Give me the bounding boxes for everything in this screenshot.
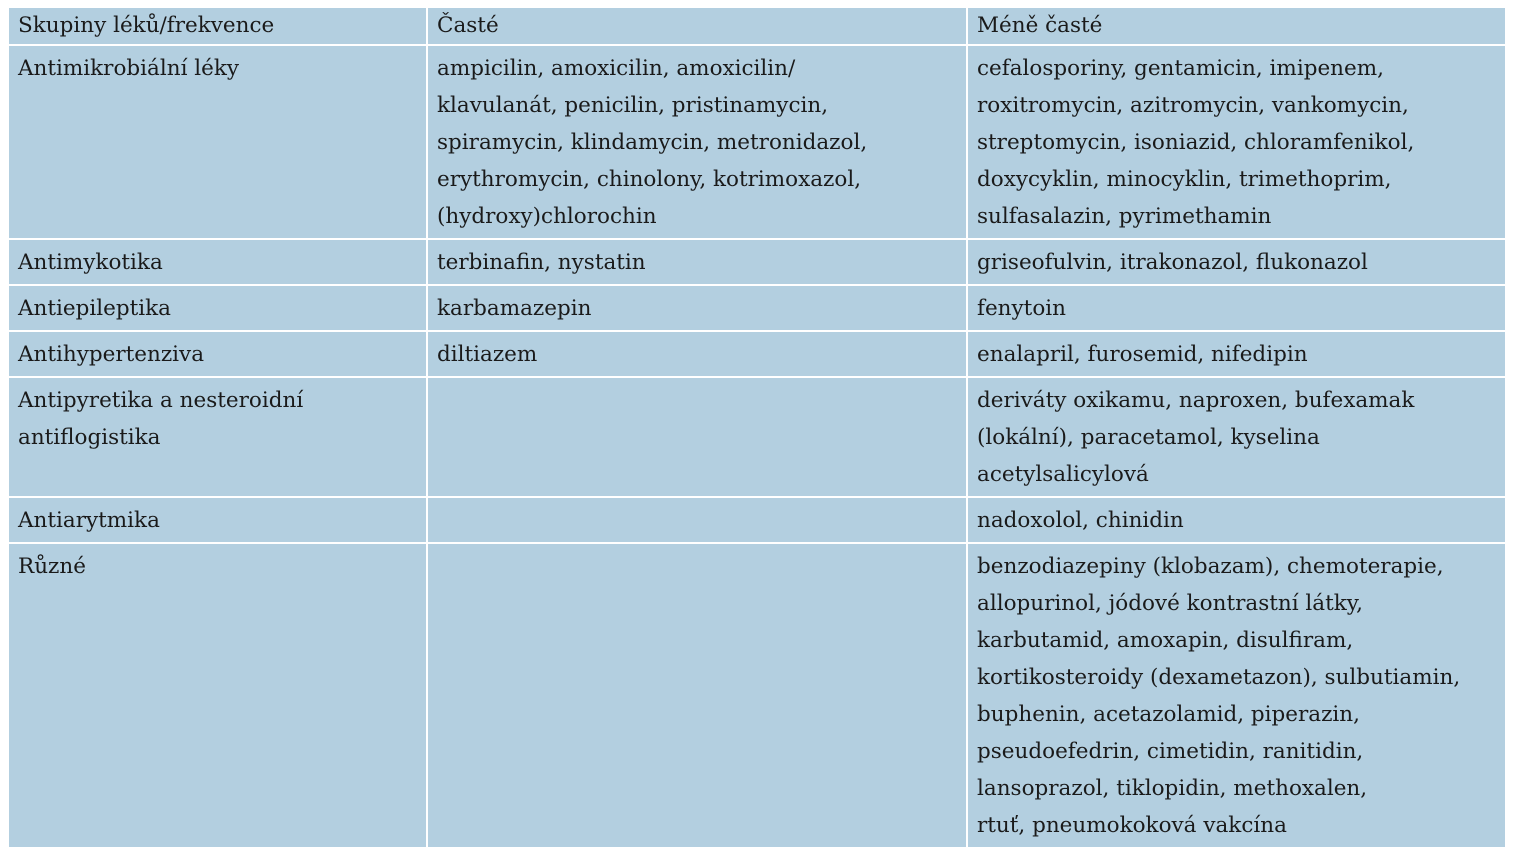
cell-common	[427, 285, 967, 331]
cell-drug-group-line: antiflogistika	[18, 425, 161, 450]
cell-common-line: diltiazem	[437, 342, 538, 367]
table-row	[8, 331, 1506, 377]
cell-drug-group-line: Antimykotika	[18, 250, 163, 275]
cell-common-line: spiramycin, klindamycin, metronidazol,	[437, 130, 868, 155]
cell-less-common-line: buphenin, acetazolamid, piperazin,	[977, 702, 1360, 727]
cell-less-common-line: lansoprazol, tiklopidin, methoxalen,	[977, 776, 1368, 801]
cell-less-common-line: fenytoin	[977, 296, 1066, 321]
cell-drug-group	[8, 331, 427, 377]
header-drug-groups: Skupiny léků/frekvence	[8, 7, 427, 45]
cell-less-common-line: griseofulvin, itrakonazol, flukonazol	[977, 250, 1368, 275]
cell-less-common-line: rtuť, pneumokoková vakcína	[977, 813, 1287, 838]
cell-drug-group-line: Antihypertenziva	[18, 342, 205, 367]
cell-drug-group	[8, 239, 427, 285]
table-body	[8, 45, 1506, 848]
cell-common-line: ampicilin, amoxicilin, amoxicilin/	[437, 56, 796, 81]
cell-drug-group-line: Antiarytmika	[18, 508, 160, 533]
cell-less-common	[967, 45, 1506, 239]
cell-less-common-line: allopurinol, jódové kontrastní látky,	[977, 591, 1363, 616]
table-row	[8, 497, 1506, 543]
cell-common	[427, 239, 967, 285]
cell-drug-group	[8, 285, 427, 331]
cell-drug-group	[8, 377, 427, 497]
cell-common	[427, 331, 967, 377]
cell-less-common	[967, 377, 1506, 497]
cell-drug-group	[8, 543, 427, 848]
cell-less-common-line: streptomycin, isoniazid, chloramfenikol,	[977, 130, 1415, 155]
table-header-row	[8, 7, 1506, 45]
table-row	[8, 239, 1506, 285]
cell-common-line: terbinafin, nystatin	[437, 250, 646, 275]
cell-drug-group	[8, 497, 427, 543]
cell-drug-group-line: Antipyretika a nesteroidní	[18, 388, 304, 413]
cell-common-line: klavulanát, penicilin, pristinamycin,	[437, 93, 829, 118]
cell-less-common-line: pseudoefedrin, cimetidin, ranitidin,	[977, 739, 1364, 764]
table-row	[8, 45, 1506, 239]
cell-common	[427, 377, 967, 497]
table-row	[8, 543, 1506, 848]
cell-less-common-line: kortikosteroidy (dexametazon), sulbutiamin,	[977, 665, 1461, 690]
cell-common	[427, 45, 967, 239]
cell-less-common-line: sulfasalazin, pyrimethamin	[977, 204, 1272, 229]
cell-drug-group-line: Antimikrobiální léky	[18, 56, 240, 81]
cell-less-common	[967, 543, 1506, 848]
cell-common-line: karbamazepin	[437, 296, 592, 321]
cell-less-common-line: benzodiazepiny (klobazam), chemoterapie,	[977, 554, 1444, 579]
cell-less-common	[967, 331, 1506, 377]
cell-common-line: (hydroxy)chlorochin	[437, 204, 657, 229]
cell-less-common	[967, 239, 1506, 285]
cell-less-common	[967, 285, 1506, 331]
cell-less-common-line: nadoxolol, chinidin	[977, 508, 1184, 533]
cell-common	[427, 497, 967, 543]
header-common: Časté	[427, 7, 967, 45]
cell-less-common-line: roxitromycin, azitromycin, vankomycin,	[977, 93, 1409, 118]
cell-drug-group-line: Různé	[18, 554, 86, 579]
cell-less-common-line: cefalosporiny, gentamicin, imipenem,	[977, 56, 1384, 81]
header-less-common: Méně časté	[967, 7, 1506, 45]
table-row	[8, 285, 1506, 331]
cell-less-common-line: deriváty oxikamu, naproxen, bufexamak	[977, 388, 1415, 413]
cell-common-line: erythromycin, chinolony, kotrimoxazol,	[437, 167, 862, 192]
table-row	[8, 377, 1506, 497]
cell-drug-group	[8, 45, 427, 239]
drug-frequency-table-container	[7, 6, 1505, 849]
cell-less-common-line: acetylsalicylová	[977, 462, 1149, 487]
cell-common	[427, 543, 967, 848]
drug-frequency-table	[7, 6, 1507, 849]
cell-less-common-line: (lokální), paracetamol, kyselina	[977, 425, 1320, 450]
cell-less-common-line: enalapril, furosemid, nifedipin	[977, 342, 1308, 367]
cell-less-common-line: doxycyklin, minocyklin, trimethoprim,	[977, 167, 1392, 192]
cell-drug-group-line: Antiepileptika	[18, 296, 171, 321]
cell-less-common-line: karbutamid, amoxapin, disulfiram,	[977, 628, 1354, 653]
cell-less-common	[967, 497, 1506, 543]
